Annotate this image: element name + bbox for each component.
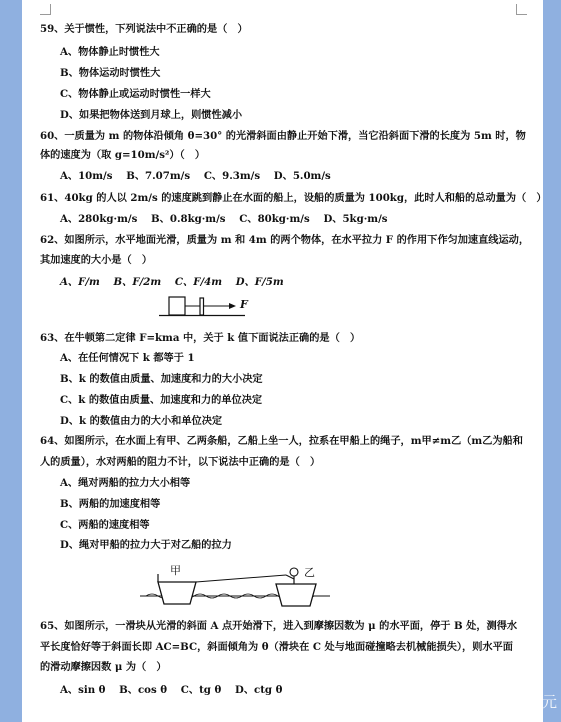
- question-59-option-b: B、物体运动时惯性大: [60, 67, 161, 79]
- question-59-option-a: A、物体静止时惯性大: [60, 46, 160, 58]
- question-59-option-c: C、物体静止或运动时惯性一样大: [60, 88, 211, 100]
- boat-yi-label: 乙: [304, 566, 315, 579]
- question-64-stem-line2: 人的质量），水对两船的阻力不计，以下说法中正确的是（ ）: [40, 456, 321, 468]
- question-64-option-d: D、绳对甲船的拉力大于对乙船的拉力: [60, 539, 232, 551]
- question-61-options: A、280kg·m/s B、0.8kg·m/s C、80kg·m/s D、5kg·m/s: [60, 213, 388, 225]
- page-corner-mark: [516, 4, 527, 15]
- question-61-stem: 61、40kg 的人以 2m/s 的速度跳到静止在水面的船上，设船的质量为 100kg，此时人和船的总动量为（ ）: [40, 192, 547, 204]
- question-59-stem: 59、关于惯性，下列说法中不正确的是（ ）: [40, 23, 248, 35]
- question-64-option-b: B、两船的加速度相等: [60, 498, 161, 510]
- question-65-stem-line1: 65、如图所示，一滑块从光滑的斜面 A 点开始滑下，进入到摩擦因数为 μ 的水平面，停于 B 处，测得水: [40, 620, 518, 632]
- question-62-stem-line2: 其加速度的大小是（ ）: [40, 254, 153, 266]
- rope: [196, 575, 286, 582]
- block-4m: [200, 298, 204, 315]
- watermark-author: @学霸小状元: [466, 693, 557, 711]
- question-60-stem-line1: 60、一质量为 m 的物体沿倾角 θ=30° 的光滑斜面由静止开始下滑，当它沿斜面下滑的长度为 5m 时，物: [40, 130, 526, 142]
- question-62-figure: [155, 293, 265, 323]
- page-corner-mark: [40, 4, 51, 15]
- question-64-option-a: A、绳对两船的拉力大小相等: [60, 477, 191, 489]
- boat-jia: [158, 582, 196, 604]
- question-62-stem-line1: 62、如图所示，水平地面光滑，质量为 m 和 4m 的两个物体，在水平拉力 F 的作用下作匀加速直线运动，: [40, 234, 530, 246]
- question-59-option-d: D、如果把物体送到月球上，则惯性减小: [60, 109, 243, 121]
- person-head: [290, 568, 298, 576]
- boat-yi: [276, 584, 316, 606]
- block-m: [169, 297, 185, 315]
- question-64-figure: [140, 560, 330, 612]
- zhihu-watermark: [429, 689, 557, 712]
- question-62-options: A、F/m B、F/2m C、F/4m D、F/5m: [60, 276, 284, 288]
- question-63-option-d: D、k 的数值由力的大小和单位决定: [60, 415, 223, 427]
- question-63-option-a: A、在任何情况下 k 都等于 1: [60, 352, 195, 364]
- question-63-option-c: C、k 的数值由质量、加速度和力的单位决定: [60, 394, 263, 406]
- question-63-option-b: B、k 的数值由质量、加速度和力的大小决定: [60, 373, 263, 385]
- zhihu-logo: 知乎: [428, 692, 461, 711]
- question-64-stem-line1: 64、如图所示，在水面上有甲、乙两条船，乙船上坐一人，拉系在甲船上的绳子，m甲≠m乙（m乙为船和: [40, 435, 523, 447]
- force-arrowhead-icon: [229, 303, 236, 309]
- force-label: F: [240, 298, 248, 311]
- question-65-stem-line3: 的滑动摩擦因数 μ 为（ ）: [40, 661, 167, 673]
- question-63-stem: 63、在牛顿第二定律 F=kma 中，关于 k 值下面说法正确的是（ ）: [40, 332, 361, 344]
- document-page: [22, 0, 547, 722]
- boat-jia-label: 甲: [170, 564, 181, 577]
- question-60-stem-line2: 体的速度为（取 g=10m/s²）（ ）: [40, 149, 206, 161]
- question-65-options: A、sin θ B、cos θ C、tg θ D、ctg θ: [60, 684, 283, 696]
- question-60-options: A、10m/s B、7.07m/s C、9.3m/s D、5.0m/s: [60, 170, 331, 182]
- question-65-stem-line2: 平长度恰好等于斜面长即 AC=BC，斜面倾角为 θ（滑块在 C 处与地面碰撞略去机械能损失），则水平面: [40, 641, 513, 653]
- question-64-option-c: C、两船的速度相等: [60, 519, 150, 531]
